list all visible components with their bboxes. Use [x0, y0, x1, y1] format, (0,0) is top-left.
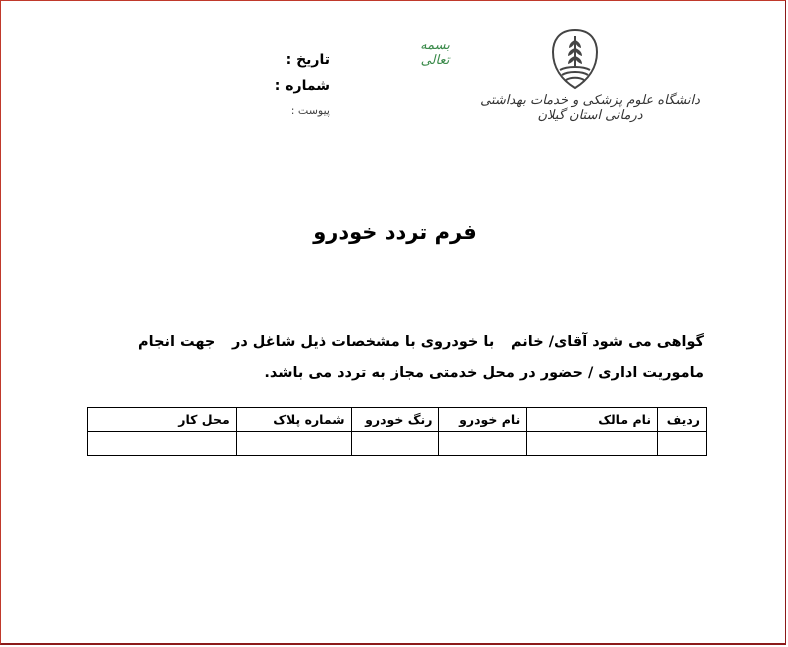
certification-part-3: جهت انجام — [138, 334, 216, 350]
form-title: فرم تردد خودرو — [313, 220, 477, 244]
letter-meta — [270, 52, 330, 127]
column-header-vehicle-color: رنگ خودرو — [351, 408, 439, 432]
certification-line-2: ماموریت اداری / حضور در محل خدمتی مجاز به تردد می باشد. — [264, 365, 704, 381]
table-row — [88, 432, 707, 456]
table-cell[interactable] — [658, 432, 707, 456]
table-cell[interactable] — [236, 432, 351, 456]
certification-part-1: گواهی می شود آقای/ خانم — [510, 334, 704, 350]
number-label: شماره : — [274, 78, 330, 94]
date-label: تاریخ : — [285, 52, 330, 68]
column-header-row-number: ردیف — [658, 408, 707, 432]
table-header-row — [88, 408, 707, 432]
table-cell[interactable] — [527, 432, 658, 456]
certification-line-1 — [138, 327, 704, 358]
column-header-plate-number: شماره پلاک — [236, 408, 351, 432]
basmala: بسمه تعالی — [420, 38, 450, 68]
university-emblem-icon — [552, 28, 598, 90]
certification-text — [138, 327, 704, 389]
column-header-vehicle-name: نام خودرو — [439, 408, 527, 432]
table-cell[interactable] — [439, 432, 527, 456]
vehicle-table — [87, 407, 707, 456]
table-cell[interactable] — [351, 432, 439, 456]
table-cell[interactable] — [88, 432, 237, 456]
certification-part-2: با خودروی با مشخصات ذیل شاغل در — [231, 334, 495, 350]
column-header-workplace: محل کار — [88, 408, 237, 432]
university-name: دانشگاه علوم پزشکی و خدمات بهداشتی درمانی استان گیلان — [480, 93, 700, 123]
attachment-label: پیوست : — [290, 104, 330, 117]
column-header-owner-name: نام مالک — [527, 408, 658, 432]
